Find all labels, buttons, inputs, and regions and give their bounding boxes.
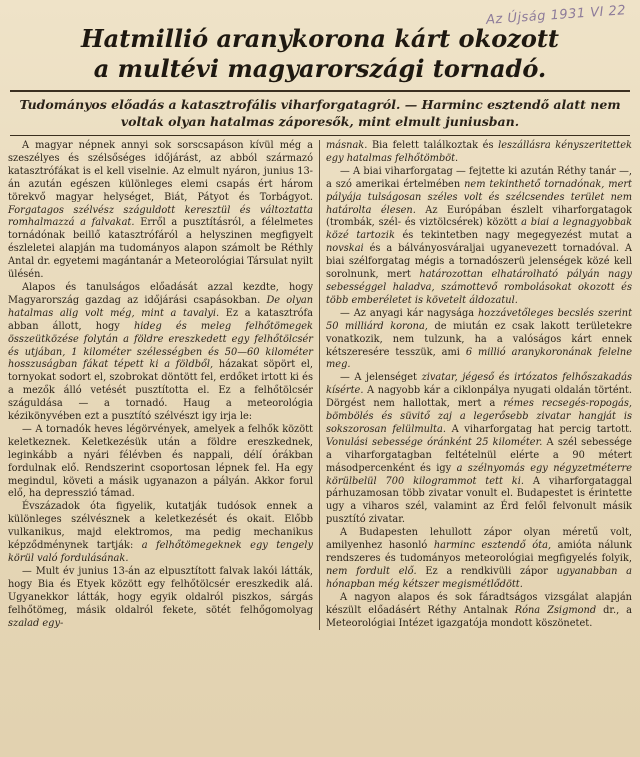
article-body <box>6 140 634 630</box>
paragraph: A Budapesten lehullott zápor olyan méretű volt, amilyenhez hasonló harminc esztendő óta, amióta nálunk rendszeres és tudományos meteorológiai megfigyelés folyik, nem fordult elő. Ez a rendkivüli zápor ugyanabban a hónapban még kétszer megismétlődött. <box>326 527 632 590</box>
subheadline: Tudományos előadás a katasztrofális viharforgatagról. — Harminc esztendő alatt nem voltak olyan hatalmas záporesők, mint elmult juniusban. <box>19 97 621 129</box>
headline-line-1: Hatmillió aranykorona kárt okozott <box>80 24 560 53</box>
paragraph: Évszázadok óta figyelik, kutatják tudósok ennek a különleges szélvésznek a keletkezését és okait. Előbb vulkanikus, majd elektromos, ma pedig mechanikus képződménynek tartják: a felhőtömegeknek egy tengely körül való fordulásának. <box>8 501 313 564</box>
left-column <box>6 140 320 630</box>
paragraph: A nagyon alapos és sok fáradtságos vizsgálat alapján készült előadásért Réthy Antalnak Róna Zsigmond dr., a Meteorológiai Intézet igazgatója mondott köszönetet. <box>326 591 632 629</box>
headline-line-2: a multévi magyarországi tornadó. <box>93 54 547 83</box>
subheadline-rule <box>10 135 630 136</box>
paragraph: — A tornadók heves légörvények, amelyek a felhők között keletkeznek. Keletkezésük után a földre ereszkednek, leginkább a nyári félévben és nappali, délí órákban fordulnak elő. Rendszerint csoportosan lépnek fel. Ha egy megindul, követi a másik ugyanazon a pályán. Akkor forul elő, ha depresszió támad. <box>8 423 313 500</box>
paragraph: másnak. Bia felett találkoztak és leszállásra kényszeritettek egy hatalmas felhőtömböt. <box>326 140 632 164</box>
headline-rule <box>10 90 630 92</box>
paragraph: — Az anyagi kár nagysága hozzávetőleges becslés szerint 50 milliárd korona, de miután ez csak lakott területekre vonatkozik, nem tulzunk, ha a valóságos kárt ennek kétszeresére tesszük, ami 6 millió aranykoronának felelne meg. <box>326 307 633 371</box>
handwritten-date: Az Újság 1931 VI 22 <box>485 3 627 28</box>
paragraph: Alapos és tanulságos előadását azzal kezdte, hogy Magyarország gazdag az időjárási csapásokban. De olyan hatalmas alig volt még, mint a tavalyi. Ez a katasztrófa abban állott, hogy hideg és meleg felhőtömegek összeütközése folytán a földre ereszkedett egy felhőtölcsér és utjában, 1 kilométer szélességben és 50—60 kilométer hosszuságban fákat tépett ki a földből, házakat söpört el, tornyokat sodort el, szobrokat döntött fel, erdőket irtott ki és a mezők álló vetését pusztította el. Ez a felhőtölcsér száguldása — a tornadó. Haug a meteorológia kézikönyvében ezt a pusztító szélvészt igy irja le: <box>8 281 314 423</box>
paragraph: A magyar népnek annyi sok sorscsapáson kívül még a szeszélyes és szélsőséges időjárást, az abból származó katasztrófákat is el kell viselnie. Az elmult nyáron, junius 13-án azután egészen különleges elemi csapás ért három törekvő magyar helységet, Biát, Pátyot és Torbágyot. Forgatagos szélvész száguldott keresztül és változtatta romhalmazzá a falvakat. Erről a pusztításról, a félelmetes tornádónak beillő katasztrófáról a helyszinen megfigyelt észleletei alapján ma tudományos alapon számolt be Réthly Antal dr. egyetemi magántanár a Meteorológiai Társulat nyilt ülésén. <box>8 140 313 281</box>
right-column <box>320 140 634 630</box>
paragraph: — Mult év junius 13-án az elpusztított falvak lakói látták, hogy Bia és Etyek között egy felhőtölcsér ereszkedik alá. Ugyanekkor látták, hogy egyik oldalról piszkos, sárgás felhőtömeg, másik oldalról fekete, sötét felhőgomolyag szalad egy- <box>8 565 313 629</box>
paragraph: — A biai viharforgatag — fejtette ki azután Réthy tanár —, a szó amerikai értelmében nem tekinthető tornadónak, mert pályája tulságosan széles volt és szélcsendes terület nem határolta élesen. Az Európában észlelt viharforgatagok (trombák, szél- és viztölcsérek) között a biai a legnagyobbak közé tartozik és tekintetben nagy megegyezést mutat a novskai és a bálványosváraljai ugyanevezett tornadóval. A biai szélforgatag mégis a tornadószerü jelenségek közé kell sorolnunk, mert határozottan elhatárolható pályán nagy sebességgel haladva, számottevő rombolásokat okozott és több emberéletet is követelt áldozatul. <box>326 165 633 306</box>
paragraph: — A jelenséget zivatar, jégeső és irtózatos felhőszakadás kísérte. A nagyobb kár a ciklonpálya nyugati oldalán történt. Dörgést nem hallottak, mert a rémes recsegés-ropogás, bömbölés és süvitő zaj a legerősebb zivatar hangját is sokszorosan felülmulta. A viharforgatag hat percig tartott. Vonulási sebessége óránként 25 kilométer. A szél sebessége a viharforgatagban feltételnül elérte a 90 métert másodpercenként és igy a szélnyomás egy négyzetméterre körülbelül 700 kilogrammot tett ki. A viharforgataggal párhuzamosan több zivatar vonult el. Budapestet is érintette ugy a viharos szél, valamint az Érd felől felvonult másik pusztító zivatar. <box>326 372 632 526</box>
